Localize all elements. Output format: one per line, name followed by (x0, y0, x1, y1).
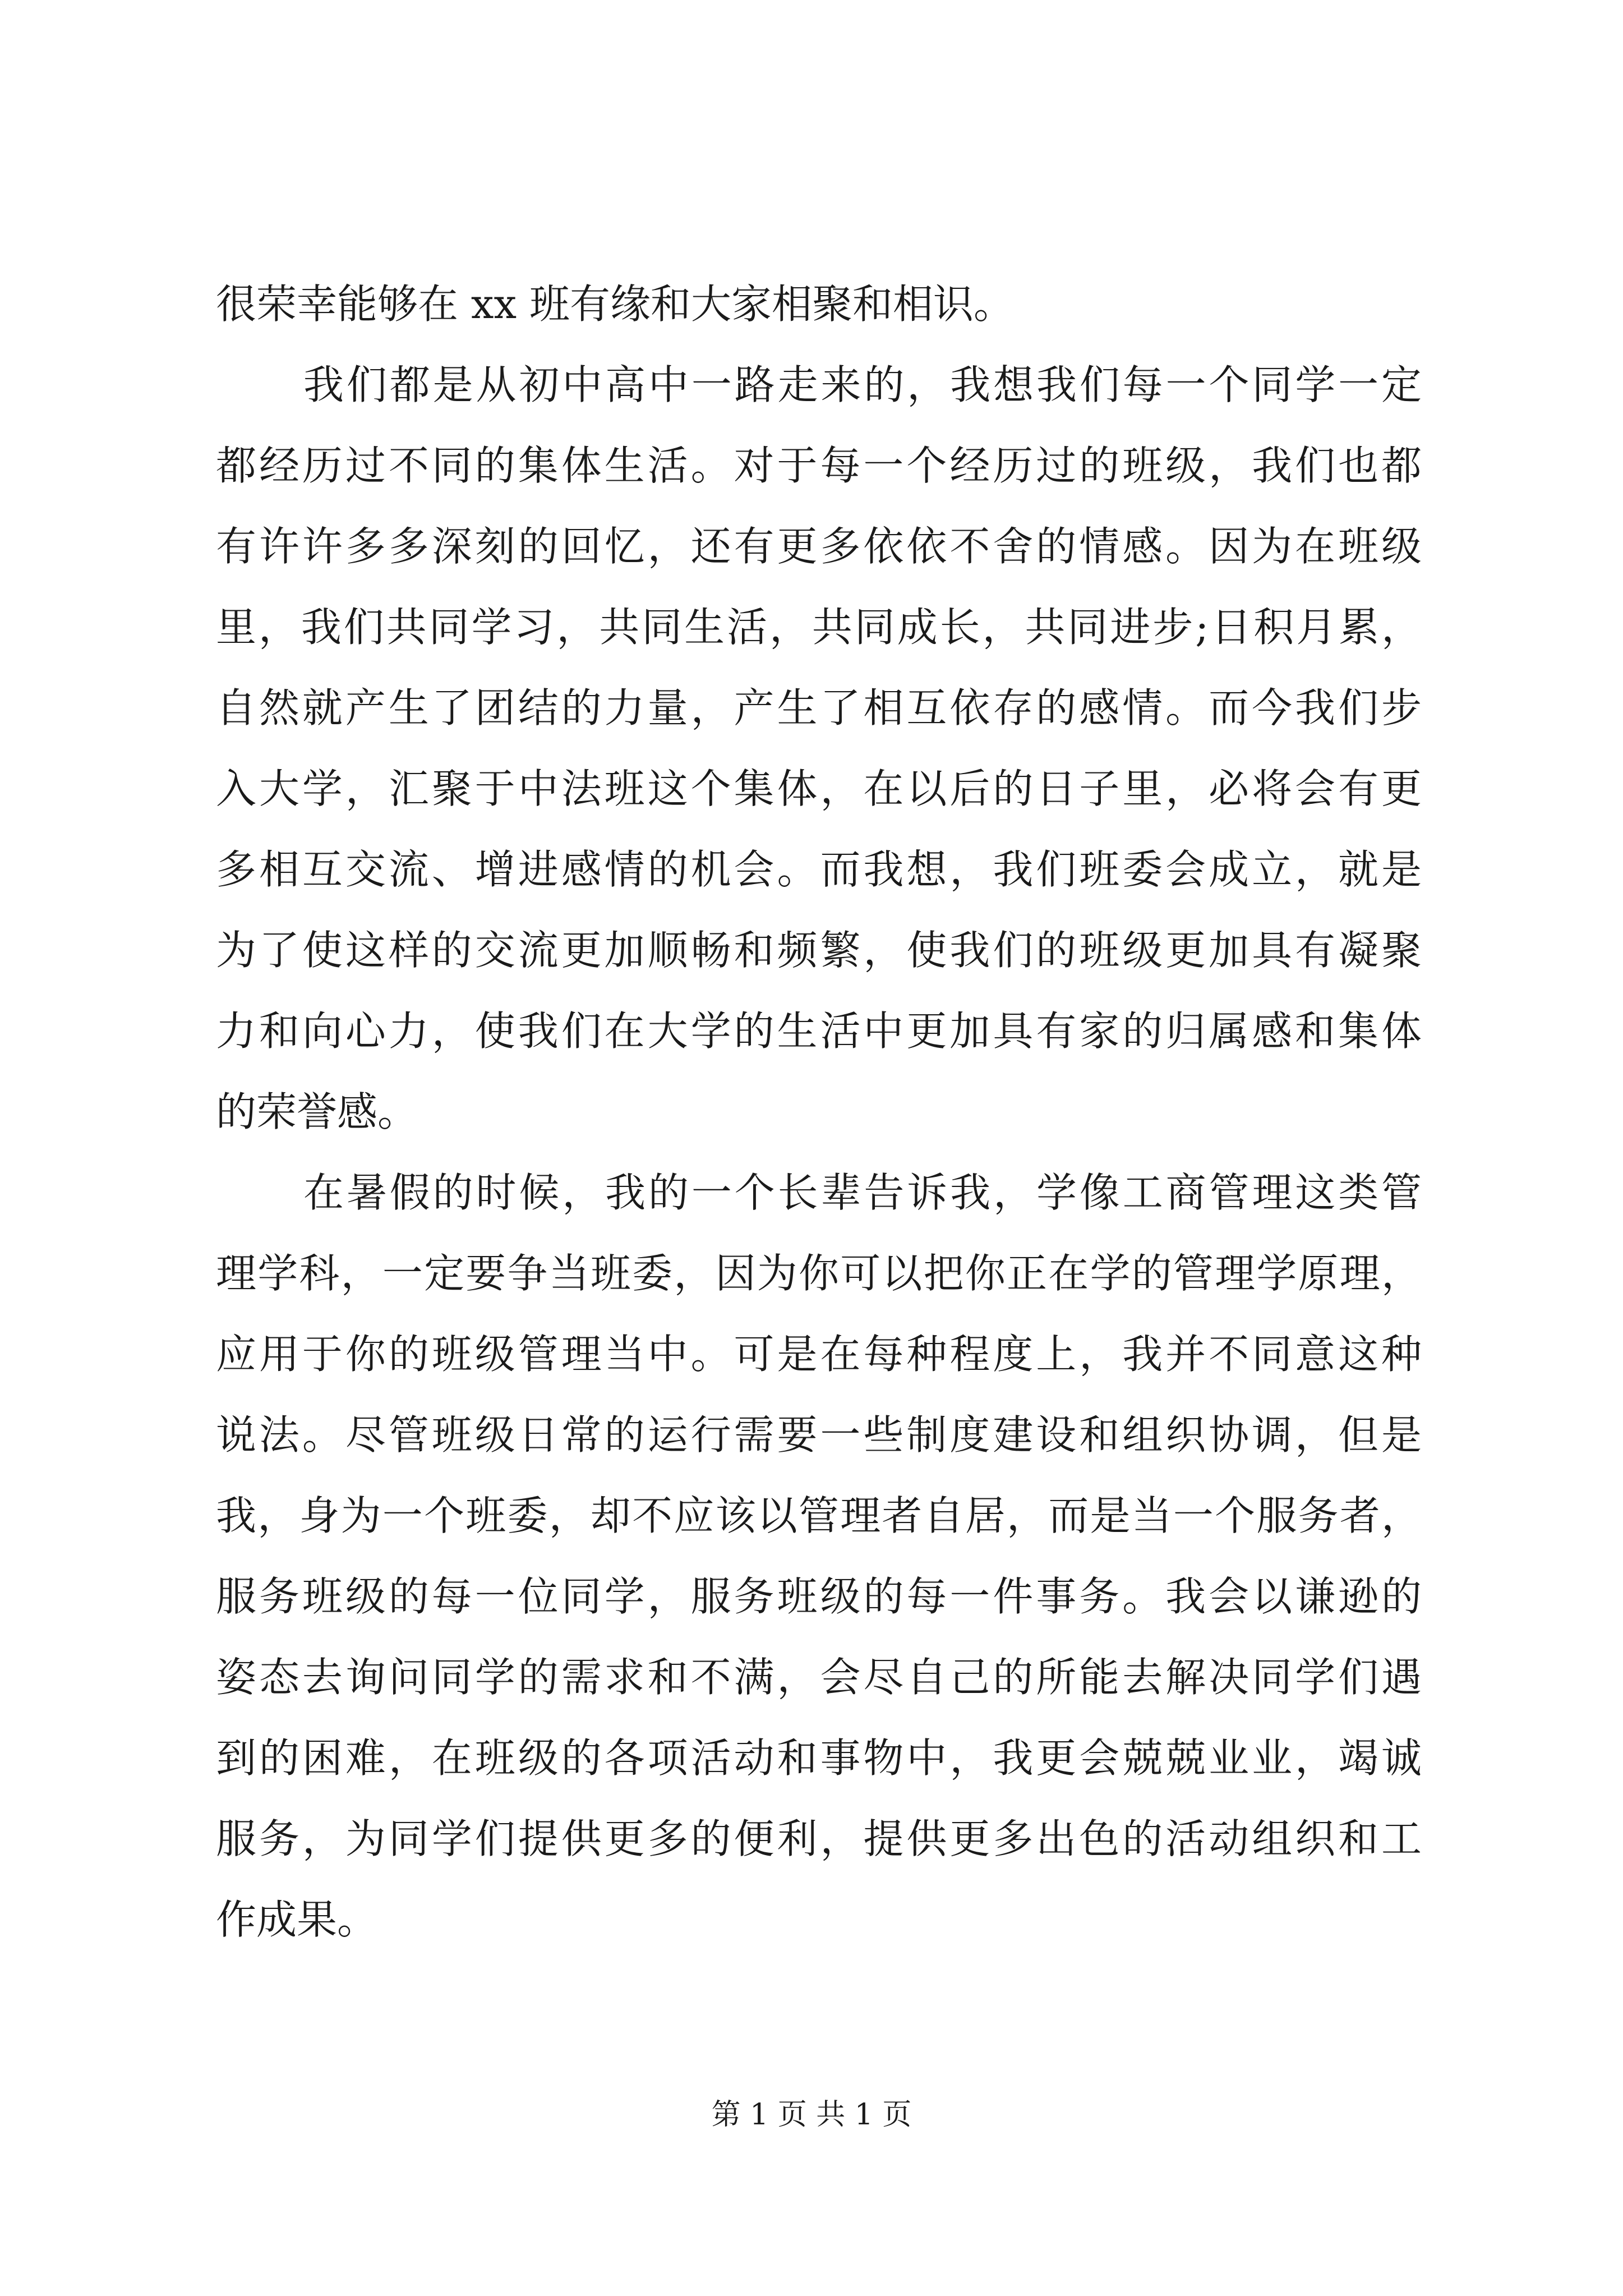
text-line: 我，身为一个班委，却不应该以管理者自居，而是当一个服务者， (216, 1492, 1422, 1539)
text-line: 姿态去询问同学的需求和不满，会尽自己的所能去解决同学们遇 (216, 1654, 1422, 1701)
text-line: 很荣幸能够在 xx 班有缘和大家相聚和相识。 (216, 280, 1014, 328)
body-text (216, 264, 1422, 1960)
text-line: 的荣誉感。 (216, 1088, 418, 1135)
text-line: 应用于你的班级管理当中。可是在每种程度上，我并不同意这种 (216, 1331, 1422, 1378)
text-line: 在暑假的时候，我的一个长辈告诉我，学像工商管理这类管 (303, 1169, 1422, 1216)
text-line: 理学科，一定要争当班委，因为你可以把你正在学的管理学原理， (216, 1250, 1422, 1297)
page-number: 第 1 页 共 1 页 (711, 2098, 912, 2132)
text-line: 服务班级的每一位同学，服务班级的每一件事务。我会以谦逊的 (216, 1573, 1422, 1620)
text-line: 都经历过不同的集体生活。对于每一个经历过的班级，我们也都 (216, 442, 1422, 489)
text-line: 自然就产生了团结的力量，产生了相互依存的感情。而今我们步 (216, 684, 1422, 731)
text-line: 到的困难，在班级的各项活动和事物中，我更会兢兢业业，竭诚 (216, 1734, 1422, 1782)
text-line: 为了使这样的交流更加顺畅和频繁，使我们的班级更加具有凝聚 (216, 927, 1422, 974)
text-line: 作成果。 (216, 1896, 378, 1943)
text-line: 里，我们共同学习，共同生活，共同成长，共同进步;日积月累， (216, 604, 1422, 651)
text-line: 力和向心力，使我们在大学的生活中更加具有家的归属感和集体 (216, 1007, 1422, 1055)
text-line: 多相互交流、增进感情的机会。而我想，我们班委会成立，就是 (216, 846, 1422, 893)
text-line: 有许许多多深刻的回忆，还有更多依依不舍的情感。因为在班级 (216, 523, 1422, 570)
text-line: 服务，为同学们提供更多的便利，提供更多出色的活动组织和工 (216, 1815, 1422, 1862)
text-line: 说法。尽管班级日常的运行需要一些制度建设和组织协调，但是 (216, 1411, 1422, 1458)
text-line: 我们都是从初中高中一路走来的，我想我们每一个同学一定 (303, 361, 1422, 408)
text-line: 入大学，汇聚于中法班这个集体，在以后的日子里，必将会有更 (216, 765, 1422, 812)
